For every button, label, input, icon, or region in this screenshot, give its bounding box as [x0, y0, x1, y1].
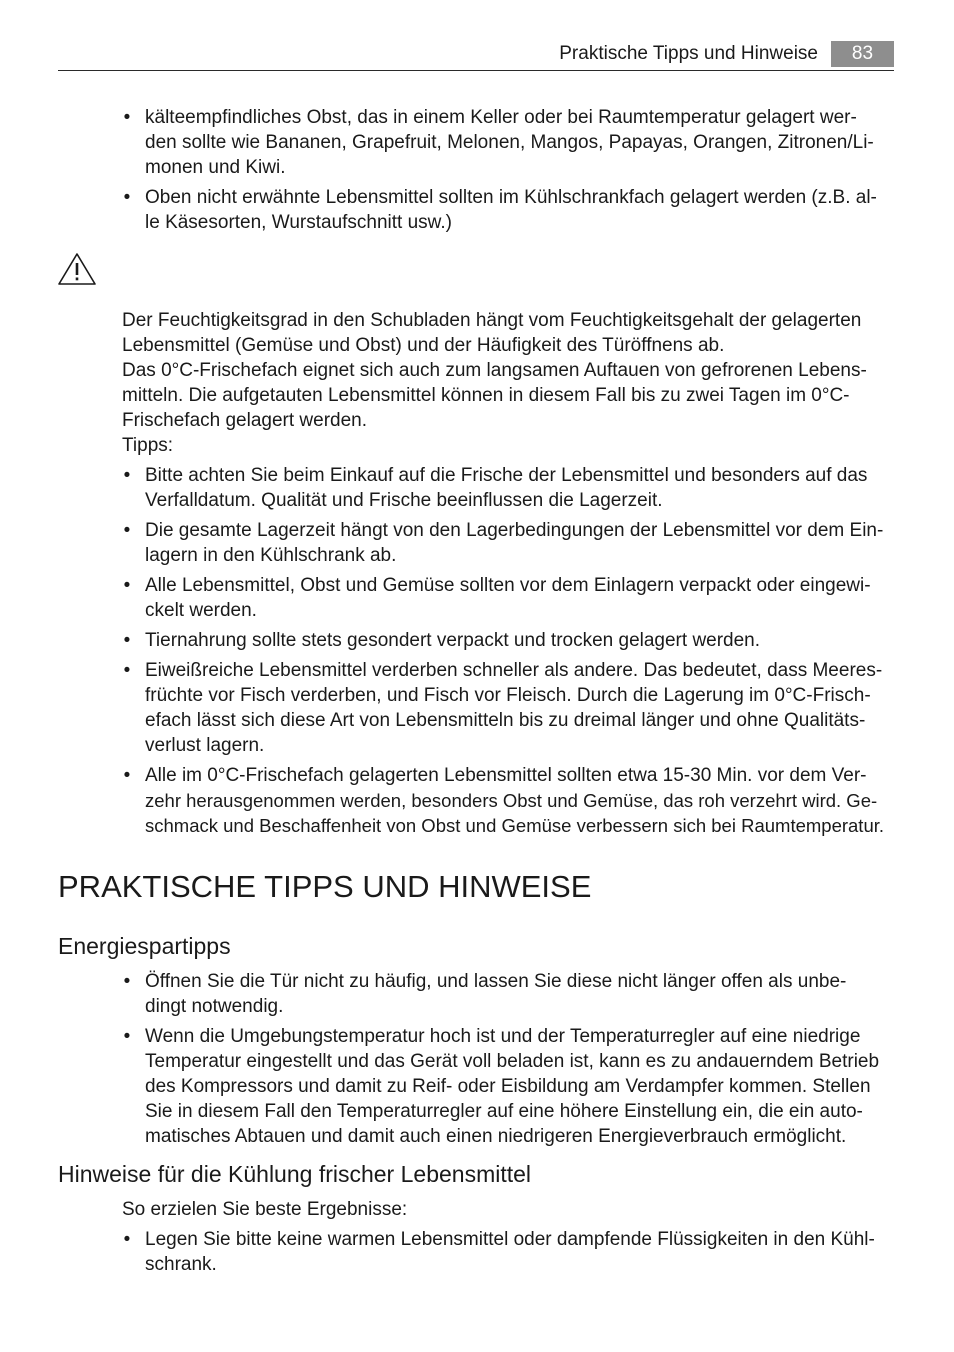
top-bullet-2-line-1: Oben nicht erwähnte Lebensmittel sollten im Kühlschrankfach gelagert werden (z.B. al- [145, 187, 877, 208]
tip-6-line-3: schmack und Beschaffenheit von Obst und Gemüse verbessern sich bei Raumtemperatur. [145, 815, 885, 836]
tips-label: Tipps: [122, 435, 174, 456]
bullet-marker: • [123, 971, 131, 992]
tip-5-line-1: Eiweißreiche Lebensmittel verderben schneller als andere. Das bedeutet, dass Meeres- [145, 660, 883, 681]
tip-6-line-1: Alle im 0°C-Frischefach gelagerten Lebensmittel sollten etwa 15-30 Min. vor dem Ver- [145, 765, 867, 786]
bullet-marker: • [123, 465, 131, 486]
bullet-marker: • [123, 187, 131, 208]
tip-6-line-2: zehr herausgenommen werden, besonders Obst und Gemüse, das roh verzehrt wird. Ge- [145, 790, 878, 811]
warning-text-line-2: Lebensmittel (Gemüse und Obst) und der Häufigkeit des Türöffnens ab. [122, 335, 725, 356]
tip-5-line-2: früchte vor Fisch verderben, und Fisch vor Fleisch. Durch die Lagerung im 0°C-Frisch- [145, 685, 871, 706]
tip-5-line-4: verlust lagern. [145, 735, 265, 756]
page-number: 83 [831, 41, 894, 67]
bullet-marker: • [123, 575, 131, 596]
warning-text-line-3: Das 0°C-Frischefach eignet sich auch zum langsamen Auftauen von gefrorenen Lebens- [122, 360, 867, 381]
cooling-heading: Hinweise für die Kühlung frischer Lebensmittel [58, 1161, 532, 1187]
tip-2-line-2: lagern in den Kühlschrank ab. [145, 545, 397, 566]
energy-heading: Energiespartipps [58, 933, 231, 959]
warning-text-line-1: Der Feuchtigkeitsgrad in den Schubladen hängt vom Feuchtigkeitsgehalt der gelagerten [122, 310, 862, 331]
tip-2-line-1: Die gesamte Lagerzeit hängt von den Lagerbedingungen der Lebensmittel vor dem Ein- [145, 520, 884, 541]
warning-text-line-4: mitteln. Die aufgetauten Lebensmittel können in diesem Fall bis zu zwei Tagen im 0°C- [122, 385, 850, 406]
section-title: PRAKTISCHE TIPPS UND HINWEISE [58, 869, 592, 904]
tip-3-line-1: Alle Lebensmittel, Obst und Gemüse sollten vor dem Einlagern verpackt oder eingewi- [145, 575, 871, 596]
energy-bullet-2-line-3: des Kompressors und damit zu Reif- oder Eisbildung am Verdampfer kommen. Stellen [145, 1076, 871, 1097]
tip-1-line-2: Verfalldatum. Qualität und Frische beeinflussen die Lagerzeit. [145, 490, 663, 511]
energy-bullet-2-line-4: Sie in diesem Fall den Temperaturregler auf eine höhere Einstellung ein, die ein auto- [145, 1101, 863, 1122]
header-divider [58, 70, 894, 71]
cooling-bullet-1-line-1: Legen Sie bitte keine warmen Lebensmittel oder dampfende Flüssigkeiten in den Kühl- [145, 1229, 875, 1250]
warning-triangle-icon [57, 252, 97, 286]
top-bullet-1-line-1: kälteempfindliches Obst, das in einem Keller oder bei Raumtemperatur gelagert wer- [145, 107, 857, 128]
cooling-bullet-1-line-2: schrank. [145, 1254, 217, 1275]
energy-bullet-1-line-1: Öffnen Sie die Tür nicht zu häufig, und lassen Sie diese nicht länger offen als unbe- [145, 971, 847, 992]
energy-bullet-1-line-2: dingt notwendig. [145, 996, 284, 1017]
tip-4-line-1: Tiernahrung sollte stets gesondert verpackt und trocken gelagert werden. [145, 630, 761, 651]
cooling-intro: So erzielen Sie beste Ergebnisse: [122, 1199, 408, 1220]
energy-bullet-2-line-2: Temperatur eingestellt und das Gerät voll beladen ist, kann es zu andauerndem Betrieb [145, 1051, 880, 1072]
running-header-title: Praktische Tipps und Hinweise [559, 43, 818, 64]
energy-bullet-2-line-5: matisches Abtauen und damit auch einen niedrigeren Energieverbrauch ermöglicht. [145, 1126, 847, 1147]
top-bullet-1-line-2: den sollte wie Bananen, Grapefruit, Melonen, Mangos, Papayas, Orangen, Zitronen/Li- [145, 132, 874, 153]
tip-1-line-1: Bitte achten Sie beim Einkauf auf die Frische der Lebensmittel und besonders auf das [145, 465, 868, 486]
warning-text-line-5: Frischefach gelagert werden. [122, 410, 368, 431]
tip-5-line-3: efach lässt sich diese Art von Lebensmitteln bis zu dreimal länger und ohne Qualitäts- [145, 710, 866, 731]
tip-3-line-2: ckelt werden. [145, 600, 257, 621]
top-bullet-1-line-3: monen und Kiwi. [145, 157, 286, 178]
bullet-marker: • [123, 107, 131, 128]
bullet-marker: • [123, 630, 131, 651]
bullet-marker: • [123, 520, 131, 541]
top-bullet-2-line-2: le Käsesorten, Wurstaufschnitt usw.) [145, 212, 452, 233]
bullet-marker: • [123, 660, 131, 681]
bullet-marker: • [123, 1229, 131, 1250]
energy-bullet-2-line-1: Wenn die Umgebungstemperatur hoch ist und der Temperaturregler auf eine niedrige [145, 1026, 861, 1047]
bullet-marker: • [123, 765, 131, 786]
bullet-marker: • [123, 1026, 131, 1047]
